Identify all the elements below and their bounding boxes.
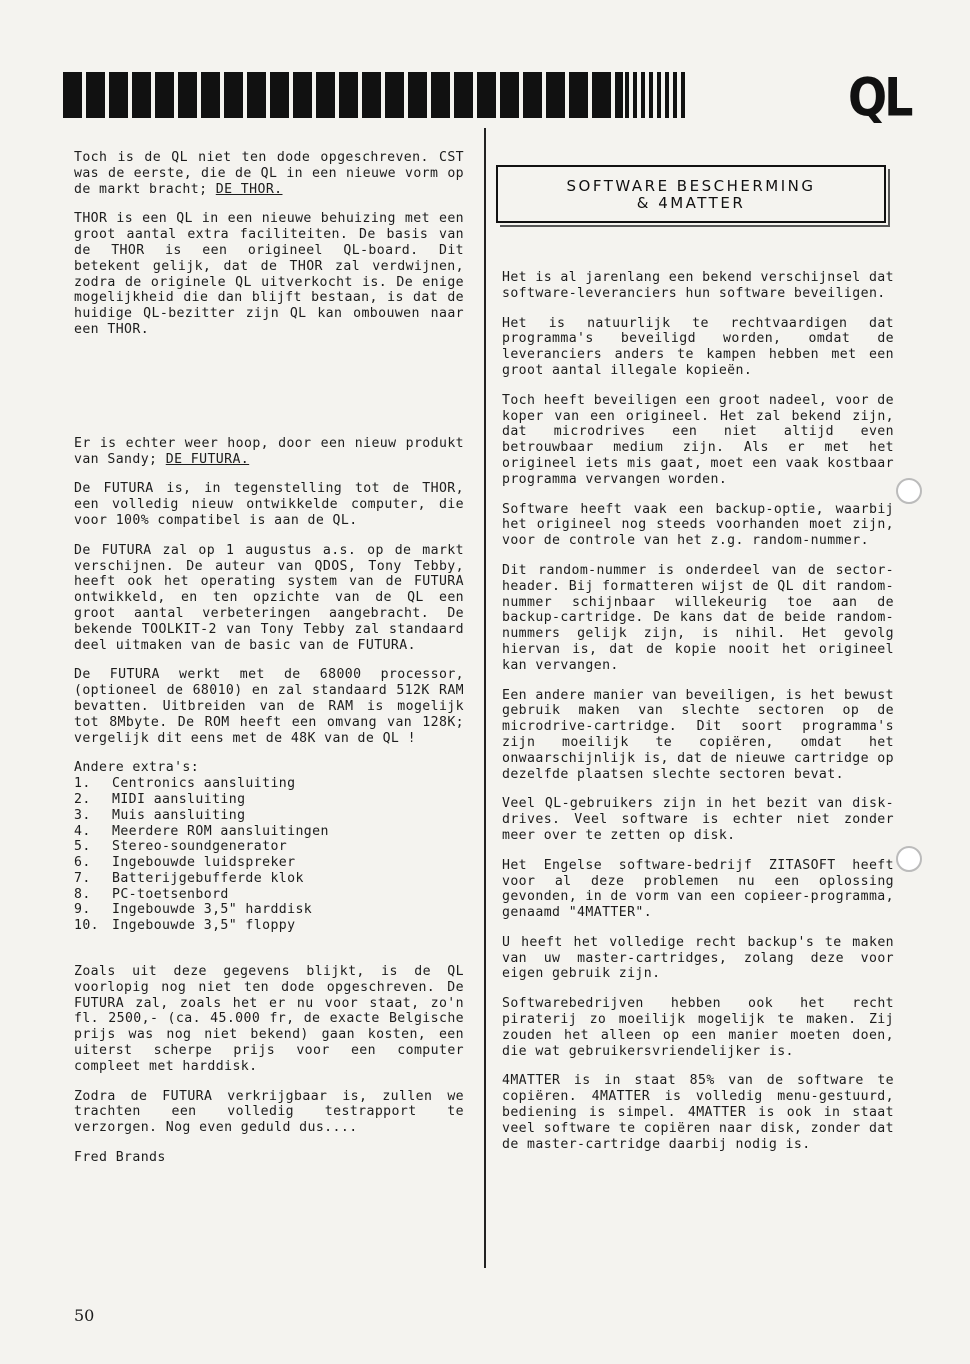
extras-item-number: 6. [74,855,91,871]
extras-list-item [74,839,464,855]
paragraph: THOR is een QL in een nieuwe behuizing met een groot aantal extra faciliteiten. De basis van de THOR is een origineel QL-board. Dit betekent gelijk, dat de THOR zal verdwijnen, zodra de originele QL uitverkocht is. De enige mogelijkheid die dan blijft bestaan, is dat de huidige QL-bezitter zijn QL kan ombouwen naar een THOR. [74,211,464,337]
paragraph: Het is al jarenlang een bekend verschijnsel dat software-leveranciers hun software beveiligen. [502,270,894,301]
extras-item-number: 3. [74,807,91,823]
extras-item-number: 2. [74,791,91,807]
paragraph: Toch heeft beveiligen een groot nadeel, voor de koper van een origineel. Het zal bekend zijn, dat microdrives een niet altijd even betrouwbaar medium zijn. Als er met het origineel iets mis gaat, moet een vaak kostbaar programma vervangen worden. [502,392,894,487]
paragraph: Het is natuurlijk te rechtvaardigen dat programma's beveiligd worden, omdat de leveranciers anders te kampen hebben met een groot aantal illegale kopieën. [502,315,894,378]
author: Fred Brands [74,1150,166,1166]
extras-list [74,776,464,934]
article-title-box [496,165,886,223]
extras-item-text: Ingebouwde 3,5" floppy [112,918,296,934]
extras-item-text: Centronics aansluiting [112,776,296,792]
extras-item-number: 4. [74,823,91,839]
extras-item-text: Stereo-soundgenerator [112,839,288,855]
extras-title: Andere extra's: [74,760,200,776]
extras-item-number: 8. [74,886,91,902]
paragraph: De FUTURA is, in tegenstelling tot de THOR, een volledig nieuw ontwikkelde computer, die voor 100% compatibel is aan de QL. [74,481,464,528]
paragraph: Zodra de FUTURA verkrijgbaar is, zullen we trachten een volledig testrapport te verzorgen. Nog even geduld dus.... [74,1088,464,1136]
extras-item-text: Muis aansluiting [112,807,246,823]
extras-item-number: 10. [74,918,100,934]
paragraph: Softwarebedrijven hebben ook het recht piraterij zo moeilijk mogelijk te maken. Zij zouden het alleen op een manier moeten doen, die wat gebruikersvriendelijker is. [502,996,894,1059]
page-number: 50 [74,1306,95,1325]
paragraph: U heeft het volledige recht backup's te maken van uw master-cartridges, zolang deze voor eigen gebruik zijn. [502,934,894,982]
paragraph: De FUTURA zal op 1 augustus a.s. op de markt verschijnen. De auteur van QDOS, Tony Tebby, heeft ook het operating system van de FUTURA ontwikkeld, en ten opzichte van de QL een groot aantal verbeteringen aangebracht. De bekende TOOLKIT-2 van Tony Tebby zal standaard deel uitmaken van de basic van de FUTURA. [74,542,464,653]
extras-item-text: Batterijgebufferde klok [112,870,304,886]
extras-list-item [74,871,464,887]
article-title-line-2: & 4MATTER [636,194,746,212]
banner-thin-stripes [623,72,685,118]
left-column [74,150,464,1180]
extras-list-item [74,887,464,903]
extras-item-text: Ingebouwde 3,5" harddisk [112,902,313,918]
paragraph: Het Engelse software-bedrijf ZITASOFT heeft voor al deze problemen nu een oplossing gevonden, in de vorm van een copieer-programma, genaamd "4MATTER". [502,857,894,921]
extras-list-item [74,902,464,918]
extras-list-item [74,824,464,840]
punch-hole [896,846,922,872]
extras-item-number: 9. [74,902,91,918]
paragraph: Toch is de QL niet ten dode opgeschreven. CST was de eerste, die de QL in een nieuwe vorm op de markt bracht; DE THOR. [74,150,464,197]
paragraph: 4MATTER is in staat 85% van de software te copiëren. 4MATTER is volledig menu-gestuurd, bediening is simpel. 4MATTER is ook in staat veel software te copiëren naar disk, zonder dat de master-cartridge daarbij nodig is. [502,1073,894,1152]
right-column [502,270,894,1166]
paragraph: Zoals uit deze gegevens blijkt, is de QL voorlopig nog niet ten dode opgeschreven. De FUTURA zal, zoals het er nu voor staat, zo'n fl. 2500,- (ca. 45.000 fr, de exacte Belgische prijs was nog niet bekend) gaan kosten, een uiterst scherpe prijs voor een computer compleet met harddisk. [74,964,464,1074]
paragraph: Er is echter weer hoop, door een nieuw produkt van Sandy; DE FUTURA. [74,435,464,467]
extras-item-text: MIDI aansluiting [112,791,246,807]
extras-item-text: PC-toetsenbord [112,886,229,902]
extras-list-item [74,918,464,934]
extras-item-number: 5. [74,839,91,855]
extras-item-text: Ingebouwde luidspreker [112,855,296,871]
paragraph: De FUTURA werkt met de 68000 processor, (optioneel de 68010) en zal standaard 512K RAM bevatten. Uitbreiden van de RAM is mogelijk tot 8Mbyte. De ROM heeft een omvang van 128K; vergelijk dit eens met de 48K van de QL ! [74,667,464,746]
extras-item-number: 7. [74,870,91,886]
heading-thor: DE THOR. [215,181,283,197]
header-banner [63,72,685,118]
banner-stripes [63,72,685,118]
paragraph: Een andere manier van beveiligen, is het bewust gebruik maken van slechte sectoren op de microdrive-cartridge. Dit soort programma's zijn moeilijk te copiëren, omdat het onwaarschijnlijk is, dat de nieuwe cartridge op dezelfde plaatsen slechte sectoren bevat. [502,687,894,782]
paragraph: Software heeft vaak een backup-optie, waarbij het origineel nog steeds voorhanden moet zijn, voor de controle van het z.g. random-nummer. [502,501,894,549]
ql-logo: QL [848,66,911,129]
article-title-line-1: SOFTWARE BESCHERMING [566,177,816,195]
heading-futura: DE FUTURA. [165,451,250,467]
column-divider [484,128,486,1268]
extras-item-number: 1. [74,776,91,792]
extras-list-item [74,792,464,808]
extras-item-text: Meerdere ROM aansluitingen [112,823,329,839]
extras-list-item [74,776,464,792]
punch-hole [896,478,922,504]
extras-list-item [74,855,464,871]
paragraph: Veel QL-gebruikers zijn in het bezit van disk-drives. Veel software is echter niet zonder meer over te zetten op disk. [502,796,894,843]
extras-list-item [74,808,464,824]
paragraph: Dit random-nummer is onderdeel van de sector-header. Bij formatteren wijst de QL dit random-nummer schijnbaar willekeurig toe aan de backup-cartridge. De kans dat de beide random-nummers gelijk zijn, is nihil. Het gevolg hiervan is, dat de kopie nooit het origineel kan vervangen. [502,562,894,673]
